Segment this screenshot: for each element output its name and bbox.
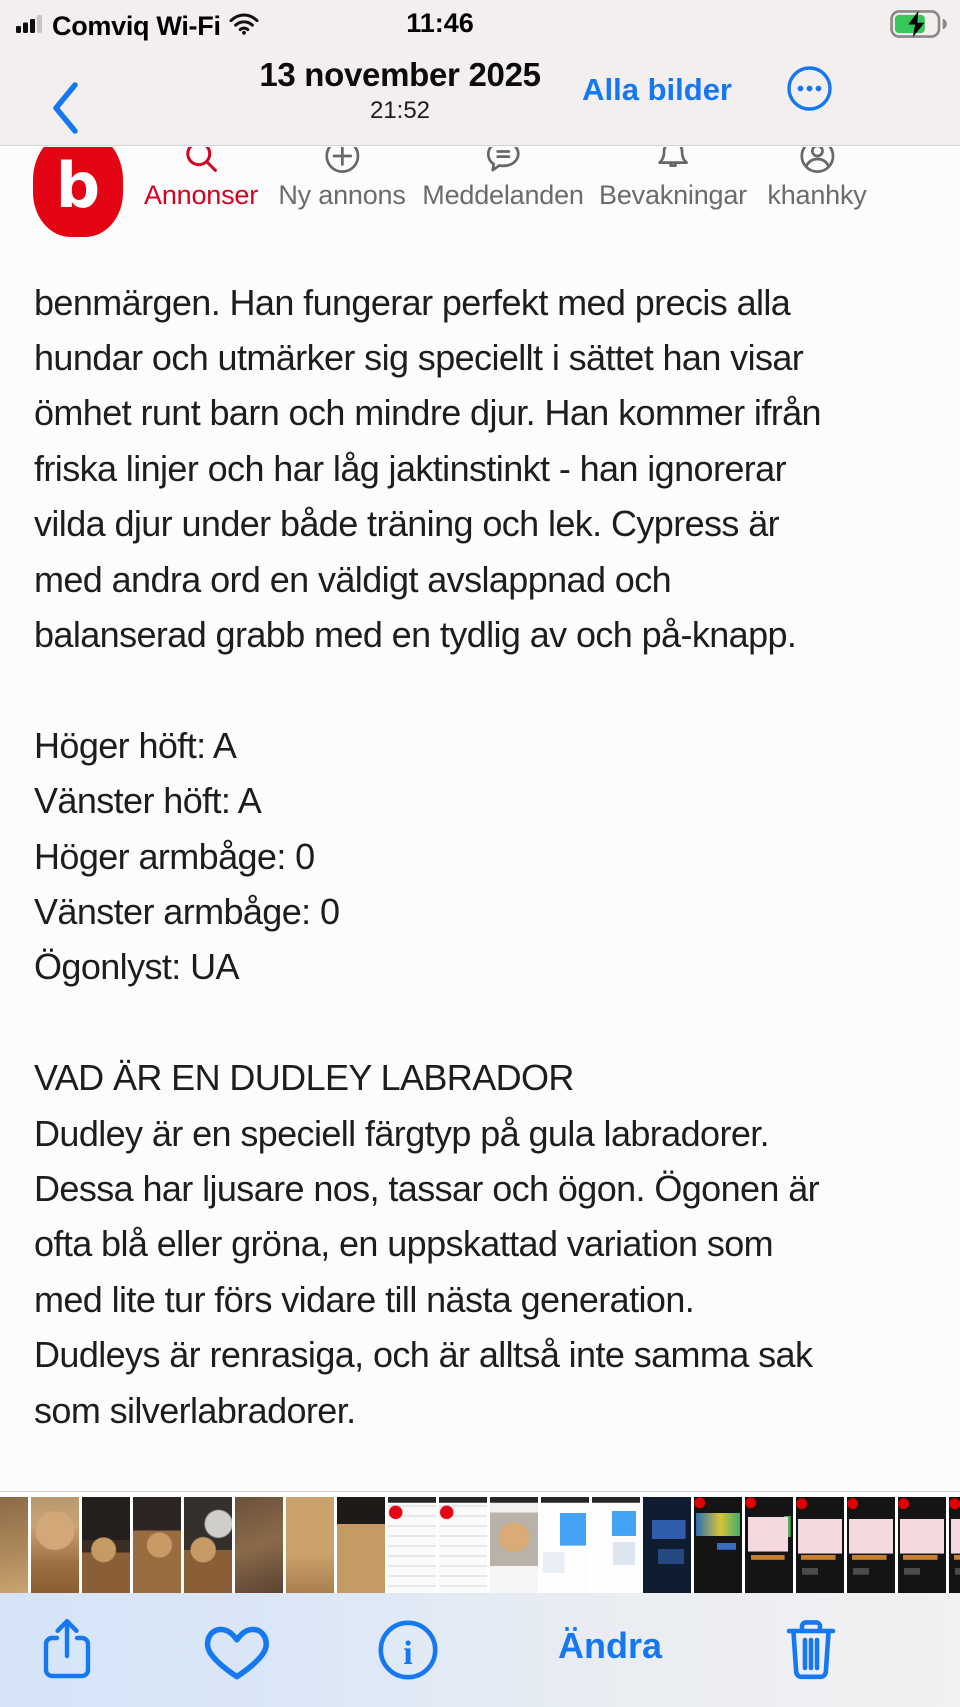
ad-text-line: Dessa har ljusare nos, tassar och ögon. Ögonen är bbox=[34, 1167, 820, 1209]
blocket-logo bbox=[33, 147, 123, 237]
bell-icon bbox=[655, 147, 691, 174]
tab-meddelanden bbox=[422, 147, 583, 211]
carrier-label: Comviq Wi-Fi bbox=[52, 10, 221, 41]
thumbnail-shot-white[interactable] bbox=[388, 1497, 436, 1593]
thumbnail-dog-floor2[interactable] bbox=[133, 1497, 181, 1593]
ad-text-line: balanserad grabb med en tydlig av och på-knapp. bbox=[34, 614, 797, 656]
thumbnail-shot-chat[interactable] bbox=[541, 1497, 589, 1593]
blocket-app-header bbox=[0, 147, 960, 222]
thumbnail-dog-blur[interactable] bbox=[235, 1497, 283, 1593]
info-icon[interactable] bbox=[377, 1619, 439, 1686]
more-ellipsis-icon[interactable] bbox=[786, 65, 833, 112]
status-time: 11:46 bbox=[406, 8, 474, 38]
ad-text-line: Ögonlyst: UA bbox=[34, 946, 239, 988]
ad-text bbox=[0, 211, 960, 1438]
photo-time-subtitle: 21:52 bbox=[369, 97, 431, 124]
back-chevron-icon[interactable] bbox=[48, 80, 82, 136]
tab-meddelanden-label: Meddelanden bbox=[422, 180, 584, 210]
ad-text-line: VAD ÄR EN DUDLEY LABRADOR bbox=[34, 1057, 574, 1099]
share-icon[interactable] bbox=[40, 1616, 94, 1687]
thumbnail-dog-closeup[interactable] bbox=[286, 1497, 334, 1593]
tab-annonser bbox=[144, 147, 258, 211]
thumbnail-dog-dark[interactable] bbox=[82, 1497, 130, 1593]
svg-text:i: i bbox=[403, 1635, 413, 1672]
ad-text-line: hundar och utmärker sig speciellt i sättet han visar bbox=[34, 337, 804, 379]
ad-text-line: ofta blå eller gröna, en uppskattad variation som bbox=[34, 1223, 774, 1265]
filmstrip[interactable] bbox=[0, 1491, 960, 1593]
photos-nav-bar bbox=[0, 48, 960, 146]
ad-text-line: Vänster höft: A bbox=[34, 780, 262, 822]
ad-text-line: Vänster armbåge: 0 bbox=[34, 890, 340, 932]
thumbnail-shot-ytpink[interactable] bbox=[796, 1497, 844, 1593]
thumbnail-shot-darkblue[interactable] bbox=[643, 1497, 691, 1593]
thumbnail-shot-ytpink[interactable] bbox=[847, 1497, 895, 1593]
tab-profile-label: khanhky bbox=[767, 180, 867, 210]
thumbnail-dog-floor[interactable] bbox=[31, 1497, 79, 1593]
tab-profile bbox=[767, 147, 866, 211]
ad-text-line: Dudleys är renrasiga, och är alltså inte samma sak bbox=[34, 1334, 813, 1376]
ad-text-line: som silverlabradorer. bbox=[34, 1389, 356, 1431]
search-icon bbox=[183, 147, 219, 174]
ad-text-line: med lite tur förs vidare till nästa generation. bbox=[34, 1278, 695, 1320]
wifi-icon bbox=[229, 13, 259, 40]
ad-text-line: Höger armbåge: 0 bbox=[34, 835, 315, 877]
thumbnail-dog-cut[interactable] bbox=[0, 1497, 28, 1593]
trash-icon[interactable] bbox=[781, 1616, 841, 1687]
ad-text-line bbox=[34, 663, 926, 718]
ad-text-line: benmärgen. Han fungerar perfekt med precis alla bbox=[34, 281, 791, 323]
tab-ny-annons-label: Ny annons bbox=[278, 180, 406, 210]
photos-toolbar bbox=[0, 1593, 960, 1707]
ad-text-line: ömhet runt barn och mindre djur. Han kommer ifrån bbox=[34, 392, 821, 434]
blocket-logo-letter: b bbox=[55, 149, 101, 222]
ad-text-line: med andra ord en väldigt avslappnad och bbox=[34, 558, 672, 600]
thumbnail-shot-ytgreen[interactable] bbox=[745, 1497, 793, 1593]
tab-bevakningar bbox=[599, 147, 747, 211]
photo-date-title: 13 november 2025 bbox=[259, 56, 541, 93]
thumbnail-shot-chat2[interactable] bbox=[592, 1497, 640, 1593]
chat-bubble-icon bbox=[485, 147, 521, 174]
ad-text-line bbox=[34, 995, 926, 1050]
thumbnail-shot-dogface[interactable] bbox=[490, 1497, 538, 1593]
status-left-cluster bbox=[16, 11, 259, 42]
thumbnail-dog-fan[interactable] bbox=[184, 1497, 232, 1593]
ad-text-line: vilda djur under både träning och lek. Cypress är bbox=[34, 503, 780, 545]
edit-button[interactable]: Ändra bbox=[557, 1625, 663, 1666]
cellular-signal-icon bbox=[16, 15, 44, 38]
profile-icon bbox=[799, 147, 835, 174]
thumbnail-shot-ytpink[interactable] bbox=[949, 1497, 960, 1593]
photo-date-block bbox=[259, 56, 540, 125]
thumbnail-dog-dark2[interactable] bbox=[337, 1497, 385, 1593]
thumbnail-shot-ytpink[interactable] bbox=[898, 1497, 946, 1593]
ad-text-line: friska linjer och har låg jaktinstinkt - han ignorerar bbox=[34, 447, 786, 489]
heart-icon[interactable] bbox=[203, 1621, 271, 1686]
all-photos-button[interactable]: Alla bilder bbox=[582, 72, 732, 107]
plus-circle-icon bbox=[324, 147, 360, 174]
thumbnail-shot-white[interactable] bbox=[439, 1497, 487, 1593]
tab-bevakningar-label: Bevakningar bbox=[599, 180, 747, 210]
battery-charging-icon bbox=[890, 10, 948, 43]
ad-text-line: Höger höft: A bbox=[34, 724, 237, 766]
tab-annonser-label: Annonser bbox=[144, 180, 258, 210]
tab-ny-annons bbox=[278, 147, 405, 211]
ad-text-line: Dudley är en speciell färgtyp på gula labradorer. bbox=[34, 1112, 770, 1154]
status-bar bbox=[0, 0, 960, 48]
thumbnail-shot-yt[interactable] bbox=[694, 1497, 742, 1593]
photo-viewer-image[interactable] bbox=[0, 147, 960, 1491]
